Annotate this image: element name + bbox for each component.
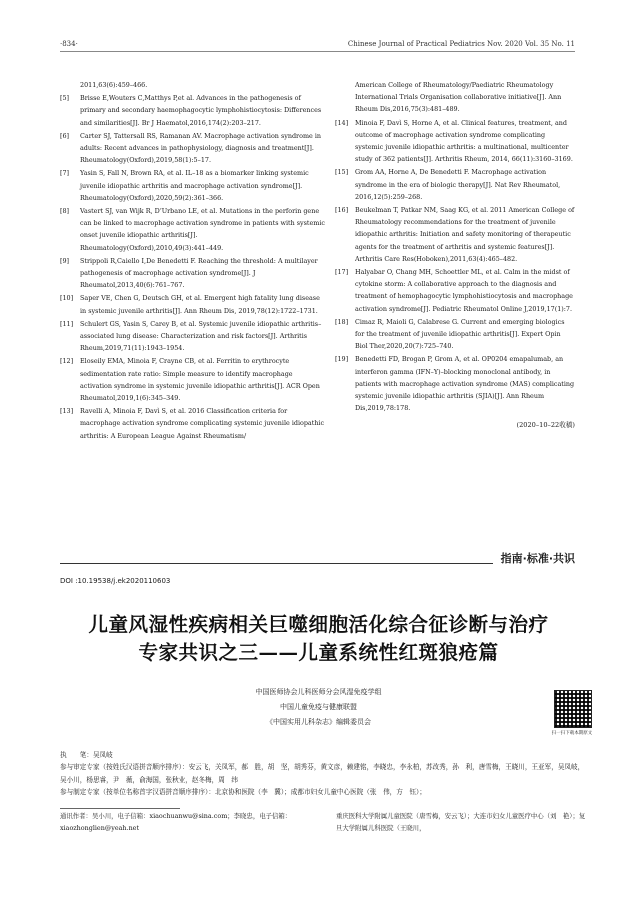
reference-item: [11] Schulert GS, Yasin S, Carey B, et al. Systemic juvenile idiopathic arthritis–associated lung disease: Characterization and risk factors[J]. Arthritis Rheum,2019,71(11):1943–1954. [60, 319, 322, 353]
reference-item: [7] Yasin S, Fall N, Brown RA, et al. IL–18 as a biomarker linking systemic juvenile idiopathic arthritis and macrophage activation syndrome[J]. Rheumatology(Oxford),2020,59(2):361–366. [60, 169, 309, 202]
section-banner [60, 550, 575, 568]
author-block [60, 749, 590, 799]
correspondence-footnote: 通讯作者：吴小川，电子信箱：xiaochuanwu@sina.com；李晓忠，电子信箱：xiaozhonglien@yeah.net [60, 812, 292, 832]
reference-item: [10] Saper VE, Chen G, Deutsch GH, et al. Emergent high fatality lung disease in systemic juvenile arthritis[J]. Ann Rheum Dis, 2019,78(12):1722–1731. [60, 294, 320, 315]
doi: DOI :10.19538/j.ek2020110603 [60, 577, 171, 585]
reference-item: [18] Cimaz R, Maioli G, Calabrese G. Current and emerging biologics for the treatment of juvenile idiopathic arthritis[J]. Expert Opin Biol Ther,2020,20(7):725–740. [335, 317, 565, 351]
reference-item: [9] Strippoli R,Caiello I,De Benedetti F. Reaching the threshold: A multilayer pathogenesis of macrophage activation syndrome[J]. J Rheumatol,2013,40(6):761–767. [60, 256, 318, 290]
header-rule [60, 51, 575, 52]
article-title-line-2: 专家共识之三——儿童系统性红斑狼疮篇 [138, 641, 499, 664]
organization: 《中国实用儿科杂志》编辑委员会 [266, 718, 371, 726]
qr-code-icon[interactable] [554, 690, 592, 728]
received-date: (2020–10–22收稿) [516, 421, 575, 430]
reference-item: 2011,63(6):459–466. [80, 81, 148, 89]
references-right-column [335, 79, 575, 429]
page-number: ·834· [60, 40, 78, 48]
reference-item: [6] Carter SJ, Tattersall RS, Ramanan AV. Macrophage activation syndrome in adults: Recent advances in pathophysiology, diagnosis and treatment[J]. Rheumatology(Oxford),2019,58(1):5–17. [60, 131, 321, 165]
reference-item: [14] Minoia F, Davì S, Horne A, et al. Clinical features, treatment, and outcome of macrophage activation syndrome complicating systemic juvenile idiopathic arthritis: a multinational, multicenter study of 362 patients[J]. Arthritis Rheum, 2014, 66(11):3160–3169. [335, 118, 573, 164]
reference-item: [8] Vastert SJ, van Wijk R, D’Urbano LE, et al. Mutations in the perforin gene can be linked to macrophage activation syndrome in patients with systemic onset juvenile idiopathic arthritis[J]. Rheumatology(Oxford),2010,49(3):441–449. [60, 207, 325, 252]
reviewers-line: 参与审定专家（按姓氏汉语拼音顺序排序）：安云飞，关凤军，郝 胜，胡 坚，胡秀芬，黄文彦，赖建铭，李晓忠，李永柏，苏改秀，孙 利，唐雪梅，王晓川，王亚军，吴凤岐，吴小川，杨思睿，尹 薇，俞海国，张秋业，赵冬梅，周 纬 [60, 763, 585, 784]
reference-item: American College of Rheumatology/Paediatric Rheumatology International Trials Organisation collaborative initiative[J]. Ann Rheum Dis,2016,75(3):481–489. [355, 81, 562, 114]
writer-line: 执 笔：吴凤岐 [60, 751, 113, 759]
reference-item: [16] Beukelman T, Patkar NM, Saag KG, et al. 2011 American College of Rheumatology recommendations for the treatment of juvenile idiopathic arthritis: Initiation and safety monitoring of therapeutic agents for the treatment of arthritis and systemic features[J]. Arthritis Care Res(Hoboken),2011,63(4):465–482. [335, 206, 575, 263]
reference-item: [19] Benedetti FD, Brogan P, Grom A, et al. OP0204 emapalumab, an interferon gamma (IFN–Y)–blocking monoclonal antibody, in patients with macrophage activation syndrome (MAS) complicating systemic juvenile idiopathic arthritis (SJIA)[J]. Ann Rheum Dis,2019,78:178. [335, 355, 575, 413]
reference-item: [5] Brisse E,Wouters C,Matthys P,et al. Advances in the pathogenesis of primary and secondary haemophagocytic lymphohistiocytosis: Differences and similarities[J]. Br J Haematol,2016,174(2):203–217. [60, 94, 322, 127]
affiliations-continued: 重庆医科大学附属儿童医院（唐雪梅，安云飞）；大连市妇女儿童医疗中心（刘 艳）；复旦大学附属儿科医院（王晓川， [336, 812, 586, 832]
organization: 中国儿童免疫与健康联盟 [280, 703, 357, 711]
reference-item: [12] Eloseily EMA, Minoia F, Crayne CB, et al. Ferritin to erythrocyte sedimentation rate ratio: Simple measure to identify macrophage activation syndrome in systemic juvenile idiopathic arthritis[J]. ACR Open Rheumatol,2019,1(6):345–349. [60, 357, 320, 403]
section-label: 指南·标准·共识 [493, 550, 575, 566]
organization: 中国医师协会儿科医师分会风湿免疫学组 [255, 688, 382, 696]
reference-item: [13] Ravelli A, Minoia F, Davì S, et al. 2016 Classification criteria for macrophage activation syndrome complicating systemic juvenile idiopathic arthritis: A European League Against Rheumatism/ [60, 407, 325, 440]
footnote-rule [60, 808, 180, 809]
journal-header: Chinese Journal of Practical Pediatrics Nov. 2020 Vol. 35 No. 11 [347, 40, 575, 48]
reference-item: [17] Halyabar O, Chang MH, Schoettler ML, et al. Calm in the midst of cytokine storm: A collaborative approach to the diagnosis and treatment of hemophagocytic lymphohistiocytosis and macrophage activation syndrome[J]. Pediatric Rheumatol Online J,2019,17(1):7. [335, 268, 573, 313]
drafters-line: 参与制定专家（按单位名称首字汉语拼音顺序排序）：北京协和医院（李 冀）；成都市妇女儿童中心医院（张 伟，方 钰）； [60, 788, 426, 797]
reference-item: [15] Grom AA, Horne A, De Benedetti F. Macrophage activation syndrome in the era of biologic therapy[J]. Nat Rev Rheumatol, 2016,12(5):259–268. [335, 168, 561, 201]
article-title-line-1: 儿童风湿性疾病相关巨噬细胞活化综合征诊断与治疗 [88, 613, 549, 636]
references-left-column [60, 79, 325, 442]
qr-caption: 扫一扫下载本期原文 [551, 731, 593, 736]
